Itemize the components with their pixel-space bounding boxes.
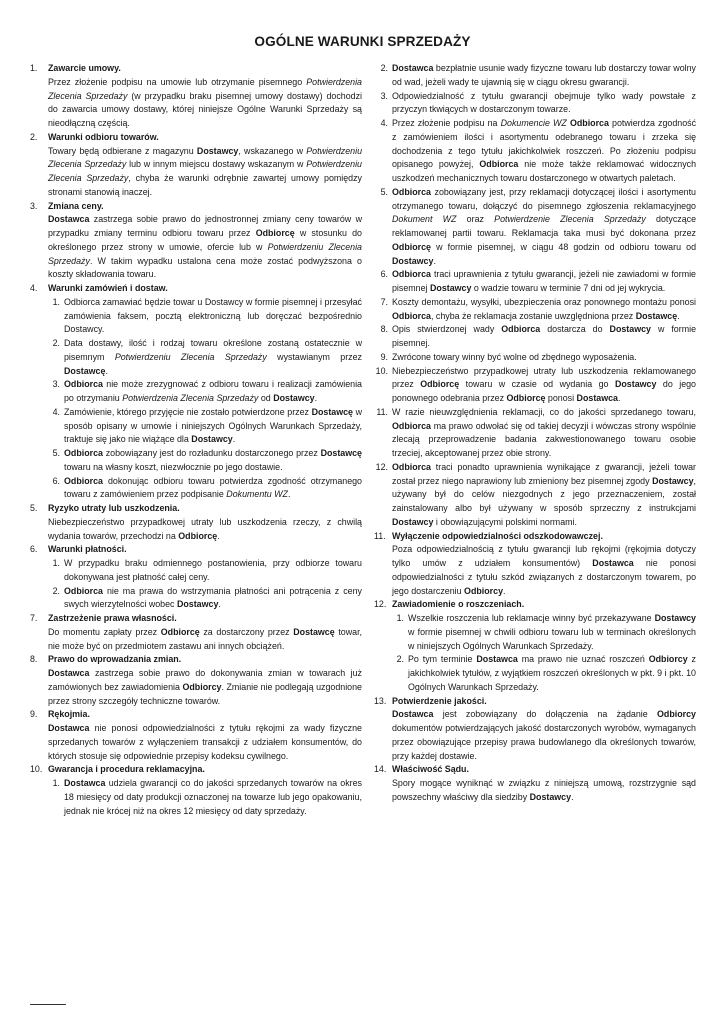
- section-heading: Warunki płatności.: [48, 544, 127, 555]
- section-2: [30, 131, 362, 200]
- section-heading: Warunki odbioru towarów.: [48, 131, 159, 142]
- list-item: 11. W razie nieuwzględnienia reklamacji, co do jakości sprzedanego towaru, Odbiorca ma prawo odwołać się od takiej decyzji i wówczas strony wspólnie zlecają przeprowadzenie badania zakwestionowanego towaru osobie trzeciej, akceptowanej przez obie strony.: [376, 406, 696, 458]
- section-heading: Zawarcie umowy.: [48, 63, 121, 73]
- section-text: Poza odpowiedzialnością z tytułu gwarancji lub rękojmi (rękojmia dotyczy tylko umów z udziałem konsumentów) Dostawca nie ponosi odpowiedzialności z tytułu szkód związanych z dostarczonym towarem, po jego dostarczeniu Odbiorcy.: [392, 544, 696, 596]
- section-number: 2.: [30, 131, 38, 142]
- list-item: 4. Zamówienie, którego przyjęcie nie zostało potwierdzone przez Dostawcę w sposób opisany w umowie i niniejszych Ogólnych Warunkach Sprzedaży, traktuje się jako nie wiążące dla Dostawcy.: [52, 406, 363, 445]
- list-item: 5. Odbiorca zobowiązany jest do rozładunku dostarczonego przez Dostawcę towaru na własny koszt, niezwłocznie po jego dostawie.: [52, 448, 362, 472]
- section-text: Przez złożenie podpisu na umowie lub otrzymanie pisemnego Potwierdzenia Zlecenia Sprzedaży (w przypadku braku pisemnej umowy dostawy) dochodzi do zawarcia umowy dostawy, której niniejsze Ogólne Warunki Sprzedaży są nieodłączną częścią.: [48, 76, 362, 128]
- section-number: 8.: [30, 654, 38, 665]
- section-10: [30, 763, 362, 818]
- section-heading: Warunki zamówień i dostaw.: [48, 283, 168, 293]
- list-item: 1. Odbiorca zamawiać będzie towar u Dostawcy w formie pisemnej i przesyłać zamówienia faksem, pocztą elektroniczną lub doręczać bezpośrednio Dostawcy.: [52, 296, 362, 335]
- section-text: Dostawca nie ponosi odpowiedzialności z tytułu rękojmi za wady fizyczne sprzedanych towarów z wyłączeniem transakcji z udziałem konsumentów, do których stosuje się odpowiednie przepisy kodeksu cywilnego.: [48, 723, 362, 761]
- section-6: [30, 543, 362, 612]
- list-item: 2. Dostawca bezpłatnie usunie wady fizyczne towaru lub dostarczy towar wolny od wad, jeżeli wady te ujawnią się w ciągu okresu gwarancji.: [380, 63, 696, 87]
- list-item: 4. Przez złożenie podpisu na Dokumencie WZ Odbiorca potwierdza zgodność z zamówieniem ilości i asortymentu odebranego towaru i zrzeka się dochodzenia z tego tytułu jakichkolwiek roszczeń. Po złożeniu podpisu opisanego powyżej, Odbiorca nie może także reklamować widocznych uszkodzeń mechanicznych towaru dostarczonego w otwartych paletach.: [380, 118, 697, 183]
- section-number: 10.: [30, 764, 43, 775]
- list-item: 7. Koszty demontażu, wysyłki, ubezpieczenia oraz ponownego montażu ponosi Odbiorca, chyba że reklamacja zostanie uwzględniona przez Dostawcę.: [380, 296, 696, 321]
- list-item: 3. Odpowiedzialność z tytułu gwarancji obejmuje tylko wady powstałe z przyczyn tkwiących w dostarczonym towarze.: [380, 90, 696, 115]
- section-12: [374, 598, 696, 694]
- section-number: 12.: [374, 599, 387, 610]
- section-5: [30, 502, 362, 543]
- section-text: Do momentu zapłaty przez Odbiorcę za dostarczony przez Dostawcę towar, nie może być on przedmiotem zastawu ani innych obciążeń.: [48, 626, 362, 651]
- section-number: 1.: [30, 63, 38, 73]
- section-heading: Zastrzeżenie prawa własności.: [48, 613, 177, 623]
- section-text: Dostawca jest zobowiązany do dołączenia na żądanie Odbiorcy dokumentów potwierdzających jakość dostarczonych wyrobów, wymaganych przez obowiązujące przepisy prawa budowlanego dla określonych towarów, przy każdej dostawie.: [392, 709, 696, 761]
- section-text: Dostawca zastrzega sobie prawo do dokonywania zmian w towarach już zamówionych bez zawiadomienia Odbiorcy. Zmianie nie podlegają uzgodnione przez strony szczegóły techniczne towarów.: [48, 668, 362, 706]
- section-text: Niebezpieczeństwo przypadkowej utraty lub uszkodzenia rzeczy, z chwilą wydania towarów, przechodzi na Odbiorcę.: [48, 516, 362, 541]
- list-item: 1. Wszelkie roszczenia lub reklamacje winny być przekazywane Dostawcy w formie pisemnej w chwili odbioru towaru lub w terminach określonych w niniejszych Ogólnych Warunkach Sprzedaży.: [396, 613, 696, 651]
- section-number: 14.: [374, 764, 387, 775]
- section-heading: Gwarancja i procedura reklamacyjna.: [48, 764, 205, 775]
- section-number: 5.: [30, 503, 38, 513]
- list-item: 1. W przypadku braku odmiennego postanowienia, przy odbiorze towaru dokonywana jest płatność całej ceny.: [52, 558, 362, 582]
- section-1: [30, 62, 362, 131]
- list-item: 8. Opis stwierdzonej wady Odbiorca dostarcza do Dostawcy w formie pisemnej.: [380, 324, 697, 348]
- left-column: [30, 62, 362, 818]
- section-heading: Zmiana ceny.: [48, 200, 104, 211]
- footer-rule: [30, 1004, 66, 1005]
- list-item: 12. Odbiorca traci ponadto uprawnienia wynikające z gwarancji, jeżeli towar został przez niego naprawiony lub zmieniony bez pisemnej zgody Dostawcy, używany był do celów niezgodnych z jego przeznaczeniem, został zainstalowany albo był używany w sposób sprzeczny z instrukcjami Dostawcy i obowiązującymi polskimi normami.: [375, 461, 696, 527]
- section-heading: Właściwość Sądu.: [392, 764, 469, 775]
- section-8: [30, 653, 362, 708]
- list-item: 2. Po tym terminie Dostawca ma prawo nie uznać roszczeń Odbiorcy z jakichkolwiek tytułów, z wyjątkiem roszczeń określonych w pkt. 9 i pkt. 10 Ogólnych Warunkach Sprzedaży.: [396, 654, 696, 692]
- section-heading: Rękojmia.: [48, 709, 90, 720]
- section-heading: Prawo do wprowadzania zmian.: [48, 654, 182, 665]
- list-item: 9. Zwrócone towary winny być wolne od zbędnego wyposażenia.: [380, 351, 637, 362]
- section-heading: Zawiadomienie o roszczeniach.: [392, 599, 525, 610]
- list-item: 3. Odbiorca nie może zrezygnować z odbioru towaru i realizacji zamówienia po otrzymaniu Potwierdzenia Zlecenia Sprzedaży od Dostawcy.: [52, 379, 362, 403]
- section-7: [30, 612, 362, 653]
- right-column: [374, 62, 696, 805]
- list-item: 2. Data dostawy, ilość i rodzaj towaru określone zostaną ostatecznie w pisemnym Potwierdzeniu Zlecenia Sprzedaży wystawianym przez Dostawcę.: [52, 338, 362, 376]
- section-text: Towary będą odbierane z magazynu Dostawcy, wskazanego w Potwierdzeniu Zlecenia Sprzedaży lub w innym miejscu dostawy wskazanym w Potwierdzeniu Zlecenia Sprzedaży, chyba że warunki odrębnie zawartej umowy pomiędzy stronami stanowią inaczej.: [48, 145, 363, 197]
- section-4: [30, 282, 362, 502]
- section-number: 13.: [374, 695, 387, 706]
- section-heading: Potwierdzenie jakości.: [392, 695, 487, 706]
- list-item: 1. Dostawca udziela gwarancji co do jakości sprzedanych towarów na okres 18 miesięcy od daty produkcji oznaczonej na towarze lub jego opakowaniu, jednak nie krócej niż na okres 12 miesięcy od daty sprzedaży.: [52, 778, 362, 816]
- section-13: [374, 695, 696, 764]
- section-number: 11.: [374, 530, 386, 541]
- section-text: Dostawca zastrzega sobie prawo do jednostronnej zmiany ceny towarów w przypadku zmiany terminu odbioru towaru przez Odbiorcę w stosunku do określonego przez strony w umowie, ofercie lub w Potwierdzeniu Zlecenia Sprzedaży. W takim wypadku ustalona cena może zostać podwyższona o koszty składowania towaru.: [48, 214, 362, 280]
- section-number: 3.: [30, 200, 38, 211]
- section-9: [30, 708, 362, 763]
- document-title: OGÓLNE WARUNKI SPRZEDAŻY: [254, 34, 471, 49]
- section-number: 9.: [30, 709, 38, 720]
- section-heading: Ryzyko utraty lub uszkodzenia.: [48, 503, 180, 513]
- section-heading: Wyłączenie odpowiedzialności odszkodowawczej.: [392, 530, 603, 541]
- section-number: 7.: [30, 613, 38, 623]
- section-11: [374, 530, 696, 599]
- section-3: [30, 200, 362, 283]
- list-item: 6. Odbiorca dokonując odbioru towaru potwierdza zgodność otrzymanego towaru z zamówieniem przez podpisanie Dokumentu WZ.: [52, 475, 362, 500]
- section-number: 6.: [30, 544, 38, 555]
- section-text: Spory mogące wyniknąć w związku z niniejszą umową, rozstrzygnie sąd powszechny właściwy dla siedziby Dostawcy.: [392, 778, 696, 802]
- list-item: 5. Odbiorca zobowiązany jest, przy reklamacji dotyczącej ilości i asortymentu otrzymanego towaru, dołączyć do pisemnego zgłoszenia reklamacyjnego Dokument WZ oraz Potwierdzenie Zlecenia Sprzedaży dotyczące reklamowanej partii towaru. Reklamacja taka musi być dokonana przez Odbiorcę w formie pisemnej, w ciągu 48 godzin od odbioru towaru od Dostawcy.: [380, 186, 697, 266]
- list-item: 10. Niebezpieczeństwo przypadkowej utraty lub uszkodzenia reklamowanego przez Odbiorcę towaru w czasie od wydania go Dostawcy do jego ponownego odebrania przez Odbiorcę ponosi Dostawca.: [375, 365, 696, 403]
- list-item: 2. Odbiorca nie ma prawa do wstrzymania płatności ani potrącenia z ceny swych wierzytelności wobec Dostawcy.: [52, 585, 362, 610]
- section-14: [374, 763, 696, 804]
- section-number: 4.: [30, 283, 38, 293]
- list-item: 6. Odbiorca traci uprawnienia z tytułu gwarancji, jeżeli nie zawiadomi w formie pisemnej Dostawcy o wadzie towaru w terminie 7 dni od jej wykrycia.: [380, 269, 696, 293]
